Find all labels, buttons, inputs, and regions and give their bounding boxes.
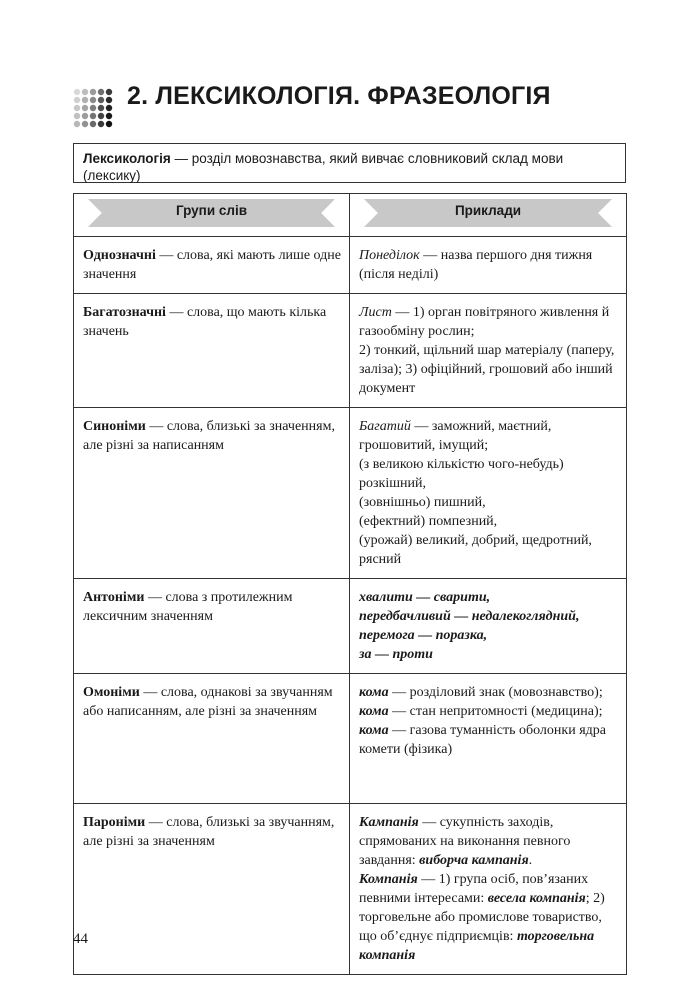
column-header-examples [350,194,627,237]
word-group-term: Пароніми [83,815,146,830]
table-row [74,237,627,294]
word-group-definition: — слова з протилежним лексичним значенням [83,590,293,624]
table-row [74,674,627,804]
example-cell: кома — розділовий знак (мовознавство); кома — стан непритомності (медицина); кома — газова туманність оболонки ядра комети (фізика) [350,674,627,804]
word-group-definition: — слова, що мають кілька значень [83,305,327,339]
dot-grid-icon [73,88,113,128]
word-group-term: Антоніми [83,590,145,605]
word-group-definition: — слова, близькі за значенням, але різні за написанням [83,419,335,453]
page-number: 44 [73,931,88,947]
example-cell: Лист — 1) орган повітряного живлення й газообміну рослин; 2) тонкий, щільний шар матеріалу (паперу, заліза); 3) офіційний, грошовий або інший документ [350,294,627,408]
word-group-term: Омоніми [83,685,140,700]
column-header-label: Приклади [454,203,522,218]
definition-text: — розділ мовознавства, який вивчає словниковий склад мови (лексику) [83,151,564,183]
word-group-cell [74,674,350,804]
example-cell: Кампанія — сукупність заходів, спрямованих на виконання певного завдання: виборча кампанія. Компанія — 1) група осіб, пов’язаних певними інтересами: весела компанія; 2) торговельне або промислове товариство, що об’єднує підприємців: торговельна компанія [350,804,627,975]
section-title: 2. ЛЕКСИКОЛОГІЯ. ФРАЗЕОЛОГІЯ [127,82,551,110]
word-group-definition: — слова, однакові за звучанням або написанням, але різні за значенням [83,685,333,719]
column-header-label: Групи слів [175,203,248,218]
definition-term: Лексикологія [83,151,171,166]
word-group-cell [74,579,350,674]
table-row [74,408,627,579]
word-group-cell [74,804,350,975]
word-group-cell [74,237,350,294]
example-cell: Багатий — заможний, маєтний, грошовитий, імущий; (з великою кількістю чого-небудь) розкішний, (зовнішньо) пишний, (ефектний) помпезний, (урожай) великий, добрий, щедротний, рясний [350,408,627,579]
table-row [74,579,627,674]
word-group-term: Синоніми [83,419,146,434]
word-group-definition: — слова, які мають лише одне значення [83,248,341,282]
definition-box [73,143,626,183]
example-cell: хвалити — сварити, передбачливий — недалекоглядний, перемога — поразка, за — проти [350,579,627,674]
column-header-groups [74,194,350,237]
table-row [74,294,627,408]
word-group-cell [74,408,350,579]
table-row [74,804,627,975]
word-group-term: Однозначні [83,248,156,263]
lexicology-table [73,193,627,975]
word-group-cell [74,294,350,408]
table-header-row [74,194,627,237]
word-group-term: Багатозначні [83,305,166,320]
word-group-definition: — слова, близькі за звучанням, але різні за значенням [83,815,335,849]
example-cell: Понеділок — назва першого дня тижня (після неділі) [350,237,627,294]
